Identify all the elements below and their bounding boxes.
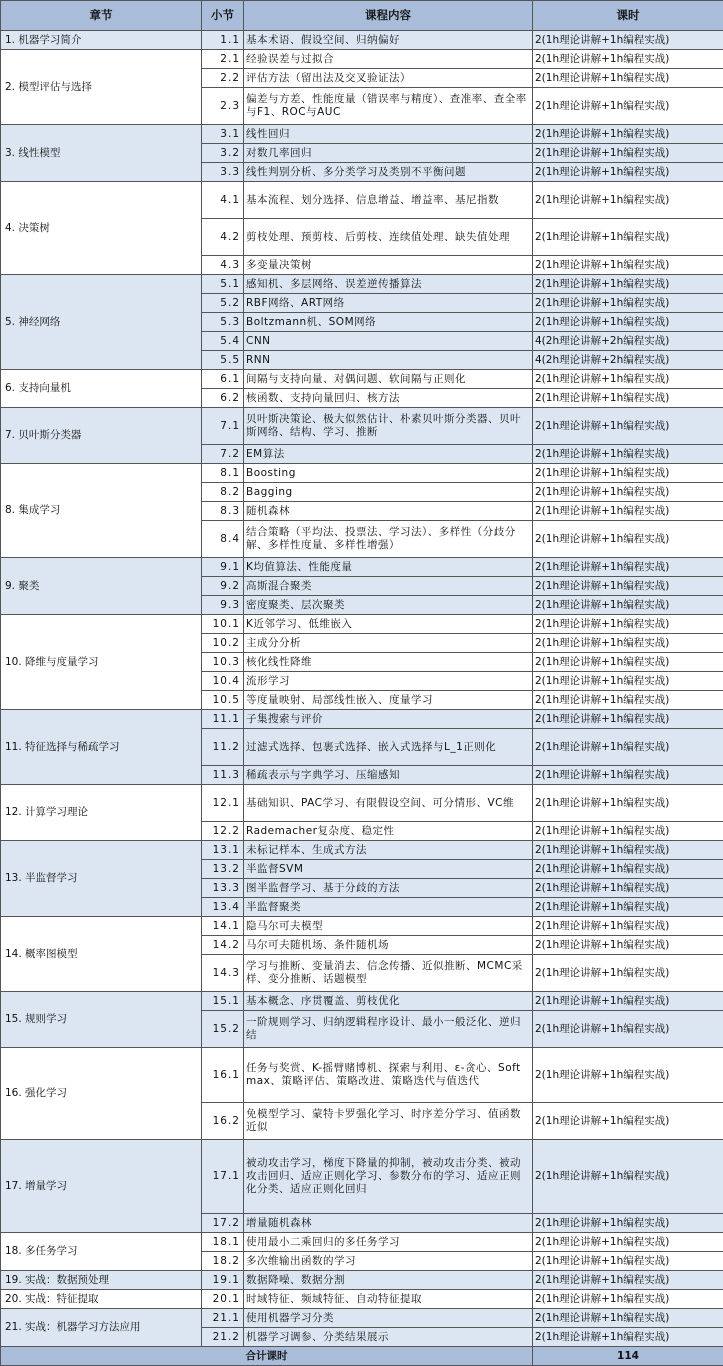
- section-number-cell: 16.1: [202, 1048, 244, 1103]
- content-cell: CNN: [244, 332, 533, 351]
- content-cell: 稀疏表示与字典学习、压缩感知: [244, 766, 533, 785]
- table-row: [1, 275, 723, 294]
- table-row: [1, 50, 723, 69]
- content-cell: 一阶规则学习、归纳逻辑程序设计、最小一般泛化、逆归结: [244, 1011, 533, 1048]
- content-cell: 结合策略（平均法、投票法、学习法）、多样性（分歧分解、多样性度量、多样性增强）: [244, 521, 533, 558]
- hours-cell: 2(1h理论讲解+1h编程实战): [533, 163, 723, 182]
- section-number-cell: 7.2: [202, 445, 244, 464]
- content-cell: 剪枝处理、预剪枝、后剪枝、连续值处理、缺失值处理: [244, 219, 533, 256]
- content-cell: 数据降噪、数据分割: [244, 1271, 533, 1290]
- section-number-cell: 20.1: [202, 1290, 244, 1309]
- content-cell: 间隔与支持向量、对偶问题、软间隔与正则化: [244, 370, 533, 389]
- hours-cell: 2(1h理论讲解+1h编程实战): [533, 634, 723, 653]
- hours-cell: 2(1h理论讲解+1h编程实战): [533, 31, 723, 50]
- hours-cell: 2(1h理论讲解+1h编程实战): [533, 1011, 723, 1048]
- chapter-cell: 8. 集成学习: [1, 464, 202, 558]
- content-cell: 基础知识、PAC学习、有限假设空间、可分情形、VC维: [244, 785, 533, 822]
- hours-cell: 2(1h理论讲解+1h编程实战): [533, 653, 723, 672]
- content-cell: 半监督聚类: [244, 898, 533, 917]
- content-cell: 流形学习: [244, 672, 533, 691]
- hours-cell: 2(1h理论讲解+1h编程实战): [533, 313, 723, 332]
- content-cell: 等度量映射、局部线性嵌入、度量学习: [244, 691, 533, 710]
- hours-cell: 2(1h理论讲解+1h编程实战): [533, 502, 723, 521]
- content-cell: 核化线性降维: [244, 653, 533, 672]
- content-cell: 增量随机森林: [244, 1214, 533, 1233]
- chapter-cell: 17. 增量学习: [1, 1140, 202, 1233]
- table-row: [1, 710, 723, 729]
- hours-cell: 2(1h理论讲解+1h编程实战): [533, 125, 723, 144]
- section-number-cell: 18.1: [202, 1233, 244, 1252]
- content-cell: 基本概念、序贯覆盖、剪枝优化: [244, 992, 533, 1011]
- section-header: 小节: [202, 1, 244, 31]
- chapter-cell: 18. 多任务学习: [1, 1233, 202, 1271]
- section-number-cell: 5.4: [202, 332, 244, 351]
- hours-cell: 2(1h理论讲解+1h编程实战): [533, 445, 723, 464]
- chapter-cell: 6. 支持向量机: [1, 370, 202, 408]
- hours-cell: 2(1h理论讲解+1h编程实战): [533, 256, 723, 275]
- content-cell: 任务与奖赏、K-摇臂赌博机、探索与利用、ε-贪心、Softmax、策略评估、策略改进、策略迭代与值迭代: [244, 1048, 533, 1103]
- section-number-cell: 11.1: [202, 710, 244, 729]
- content-cell: 线性判别分析、多分类学习及类别不平衡问题: [244, 163, 533, 182]
- table-row: [1, 785, 723, 822]
- section-number-cell: 9.1: [202, 558, 244, 577]
- content-cell: 半监督SVM: [244, 860, 533, 879]
- section-number-cell: 5.3: [202, 313, 244, 332]
- section-number-cell: 10.1: [202, 615, 244, 634]
- section-number-cell: 4.1: [202, 182, 244, 219]
- hours-cell: 2(1h理论讲解+1h编程实战): [533, 729, 723, 766]
- content-cell: 免模型学习、蒙特卡罗强化学习、时序差分学习、值函数近似: [244, 1103, 533, 1140]
- hours-cell: 2(1h理论讲解+1h编程实战): [533, 69, 723, 88]
- hours-cell: 2(1h理论讲解+1h编程实战): [533, 1290, 723, 1309]
- chapter-cell: 5. 神经网络: [1, 275, 202, 370]
- section-number-cell: 2.2: [202, 69, 244, 88]
- hours-cell: 2(1h理论讲解+1h编程实战): [533, 182, 723, 219]
- hours-cell: 2(1h理论讲解+1h编程实战): [533, 955, 723, 992]
- hours-cell: 2(1h理论讲解+1h编程实战): [533, 1252, 723, 1271]
- section-number-cell: 10.5: [202, 691, 244, 710]
- section-number-cell: 15.2: [202, 1011, 244, 1048]
- hours-cell: 2(1h理论讲解+1h编程实战): [533, 50, 723, 69]
- section-number-cell: 6.1: [202, 370, 244, 389]
- hours-cell: 2(1h理论讲解+1h编程实战): [533, 710, 723, 729]
- content-cell: 隐马尔可夫模型: [244, 917, 533, 936]
- hours-cell: 2(1h理论讲解+1h编程实战): [533, 785, 723, 822]
- total-value: 114: [533, 1347, 723, 1366]
- section-number-cell: 12.1: [202, 785, 244, 822]
- chapter-cell: 2. 模型评估与选择: [1, 50, 202, 125]
- table-row: [1, 1140, 723, 1214]
- hours-cell: 2(1h理论讲解+1h编程实战): [533, 615, 723, 634]
- hours-cell: 2(1h理论讲解+1h编程实战): [533, 992, 723, 1011]
- content-header: 课程内容: [244, 1, 533, 31]
- table-row: [1, 992, 723, 1011]
- chapter-cell: 1. 机器学习简介: [1, 31, 202, 50]
- section-number-cell: 8.2: [202, 483, 244, 502]
- chapter-cell: 21. 实战：机器学习方法应用: [1, 1309, 202, 1347]
- table-row: [1, 370, 723, 389]
- chapter-cell: 7. 贝叶斯分类器: [1, 408, 202, 464]
- content-cell: 未标记样本、生成式方法: [244, 841, 533, 860]
- table-row: [1, 1233, 723, 1252]
- section-number-cell: 14.1: [202, 917, 244, 936]
- section-number-cell: 19.1: [202, 1271, 244, 1290]
- chapter-header: 章节: [1, 1, 202, 31]
- content-cell: 随机森林: [244, 502, 533, 521]
- section-number-cell: 10.2: [202, 634, 244, 653]
- hours-cell: 4(2h理论讲解+2h编程实战): [533, 351, 723, 370]
- content-cell: 使用最小二乘回归的多任务学习: [244, 1233, 533, 1252]
- hours-cell: 2(1h理论讲解+1h编程实战): [533, 1103, 723, 1140]
- hours-cell: 2(1h理论讲解+1h编程实战): [533, 822, 723, 841]
- total-label: 合计课时: [1, 1347, 533, 1366]
- table-row: [1, 182, 723, 219]
- hours-cell: 2(1h理论讲解+1h编程实战): [533, 370, 723, 389]
- section-number-cell: 5.2: [202, 294, 244, 313]
- section-number-cell: 11.3: [202, 766, 244, 785]
- chapter-cell: 16. 强化学习: [1, 1048, 202, 1140]
- hours-cell: 2(1h理论讲解+1h编程实战): [533, 841, 723, 860]
- chapter-cell: 20. 实战：特征提取: [1, 1290, 202, 1309]
- content-cell: Boltzmann机、SOM网络: [244, 313, 533, 332]
- table-row: [1, 408, 723, 445]
- chapter-cell: 14. 概率图模型: [1, 917, 202, 992]
- section-number-cell: 15.1: [202, 992, 244, 1011]
- section-number-cell: 3.3: [202, 163, 244, 182]
- chapter-cell: 10. 降维与度量学习: [1, 615, 202, 710]
- hours-cell: 2(1h理论讲解+1h编程实战): [533, 1309, 723, 1328]
- section-number-cell: 4.3: [202, 256, 244, 275]
- section-number-cell: 8.1: [202, 464, 244, 483]
- table-row: [1, 464, 723, 483]
- content-cell: 经验误差与过拟合: [244, 50, 533, 69]
- chapter-cell: 9. 聚类: [1, 558, 202, 615]
- section-number-cell: 18.2: [202, 1252, 244, 1271]
- content-cell: 时域特征、频域特征、自动特征提取: [244, 1290, 533, 1309]
- section-number-cell: 2.1: [202, 50, 244, 69]
- section-number-cell: 7.1: [202, 408, 244, 445]
- total-row: [1, 1347, 723, 1366]
- content-cell: 过滤式选择、包裹式选择、嵌入式选择与L_1正则化: [244, 729, 533, 766]
- content-cell: 感知机、多层网络、误差逆传播算法: [244, 275, 533, 294]
- content-cell: 多次维输出函数的学习: [244, 1252, 533, 1271]
- section-number-cell: 5.1: [202, 275, 244, 294]
- content-cell: 高斯混合聚类: [244, 577, 533, 596]
- content-cell: RBF网络、ART网络: [244, 294, 533, 313]
- section-number-cell: 16.2: [202, 1103, 244, 1140]
- hours-header: 课时: [533, 1, 723, 31]
- content-cell: K近邻学习、低维嵌入: [244, 615, 533, 634]
- hours-cell: 2(1h理论讲解+1h编程实战): [533, 1271, 723, 1290]
- hours-cell: 2(1h理论讲解+1h编程实战): [533, 1233, 723, 1252]
- content-cell: 贝叶斯决策论、极大似然估计、朴素贝叶斯分类器、贝叶斯网络、结构、学习、推断: [244, 408, 533, 445]
- hours-cell: 2(1h理论讲解+1h编程实战): [533, 483, 723, 502]
- section-number-cell: 3.1: [202, 125, 244, 144]
- section-number-cell: 21.1: [202, 1309, 244, 1328]
- hours-cell: 2(1h理论讲解+1h编程实战): [533, 1140, 723, 1214]
- hours-cell: 2(1h理论讲解+1h编程实战): [533, 879, 723, 898]
- hours-cell: 2(1h理论讲解+1h编程实战): [533, 577, 723, 596]
- hours-cell: 2(1h理论讲解+1h编程实战): [533, 219, 723, 256]
- section-number-cell: 8.4: [202, 521, 244, 558]
- section-number-cell: 13.2: [202, 860, 244, 879]
- content-cell: 基本术语、假设空间、归纳偏好: [244, 31, 533, 50]
- chapter-cell: 15. 规则学习: [1, 992, 202, 1048]
- content-cell: 密度聚类、层次聚类: [244, 596, 533, 615]
- section-number-cell: 1.1: [202, 31, 244, 50]
- chapter-cell: 3. 线性模型: [1, 125, 202, 182]
- table-row: [1, 1048, 723, 1103]
- content-cell: 对数几率回归: [244, 144, 533, 163]
- content-cell: Bagging: [244, 483, 533, 502]
- table-row: [1, 615, 723, 634]
- header-row: [1, 1, 723, 31]
- hours-cell: 2(1h理论讲解+1h编程实战): [533, 1328, 723, 1347]
- section-number-cell: 14.3: [202, 955, 244, 992]
- table-row: [1, 1271, 723, 1290]
- content-cell: K均值算法、性能度量: [244, 558, 533, 577]
- section-number-cell: 13.4: [202, 898, 244, 917]
- hours-cell: 2(1h理论讲解+1h编程实战): [533, 917, 723, 936]
- chapter-cell: 12. 计算学习理论: [1, 785, 202, 841]
- content-cell: 基本流程、划分选择、信息增益、增益率、基尼指数: [244, 182, 533, 219]
- hours-cell: 2(1h理论讲解+1h编程实战): [533, 596, 723, 615]
- section-number-cell: 5.5: [202, 351, 244, 370]
- section-number-cell: 3.2: [202, 144, 244, 163]
- content-cell: 偏差与方差、性能度量（错误率与精度）、查准率、查全率与F1、ROC与AUC: [244, 88, 533, 125]
- section-number-cell: 4.2: [202, 219, 244, 256]
- section-number-cell: 2.3: [202, 88, 244, 125]
- hours-cell: 2(1h理论讲解+1h编程实战): [533, 672, 723, 691]
- content-cell: 学习与推断、变量消去、信念传播、近似推断、MCMC采样、变分推断、话题模型: [244, 955, 533, 992]
- hours-cell: 2(1h理论讲解+1h编程实战): [533, 1048, 723, 1103]
- course-body: [1, 31, 723, 1347]
- content-cell: 马尔可夫随机场、条件随机场: [244, 936, 533, 955]
- content-cell: 线性回归: [244, 125, 533, 144]
- content-cell: 子集搜索与评价: [244, 710, 533, 729]
- content-cell: 核函数、支持向量回归、核方法: [244, 389, 533, 408]
- section-number-cell: 12.2: [202, 822, 244, 841]
- hours-cell: 2(1h理论讲解+1h编程实战): [533, 691, 723, 710]
- section-number-cell: 13.3: [202, 879, 244, 898]
- table-row: [1, 125, 723, 144]
- section-number-cell: 10.3: [202, 653, 244, 672]
- content-cell: 图半监督学习、基于分歧的方法: [244, 879, 533, 898]
- chapter-cell: 11. 特征选择与稀疏学习: [1, 710, 202, 785]
- content-cell: EM算法: [244, 445, 533, 464]
- hours-cell: 2(1h理论讲解+1h编程实战): [533, 521, 723, 558]
- hours-cell: 2(1h理论讲解+1h编程实战): [533, 389, 723, 408]
- table-row: [1, 31, 723, 50]
- hours-cell: 2(1h理论讲解+1h编程实战): [533, 558, 723, 577]
- hours-cell: 4(2h理论讲解+2h编程实战): [533, 332, 723, 351]
- content-cell: Boosting: [244, 464, 533, 483]
- hours-cell: 2(1h理论讲解+1h编程实战): [533, 860, 723, 879]
- section-number-cell: 11.2: [202, 729, 244, 766]
- content-cell: 使用机器学习分类: [244, 1309, 533, 1328]
- section-number-cell: 10.4: [202, 672, 244, 691]
- chapter-cell: 13. 半监督学习: [1, 841, 202, 917]
- hours-cell: 2(1h理论讲解+1h编程实战): [533, 144, 723, 163]
- hours-cell: 2(1h理论讲解+1h编程实战): [533, 88, 723, 125]
- content-cell: 多变量决策树: [244, 256, 533, 275]
- section-number-cell: 14.2: [202, 936, 244, 955]
- hours-cell: 2(1h理论讲解+1h编程实战): [533, 294, 723, 313]
- hours-cell: 2(1h理论讲解+1h编程实战): [533, 1214, 723, 1233]
- chapter-cell: 4. 决策树: [1, 182, 202, 275]
- hours-cell: 2(1h理论讲解+1h编程实战): [533, 275, 723, 294]
- content-cell: 主成分分析: [244, 634, 533, 653]
- section-number-cell: 9.2: [202, 577, 244, 596]
- table-row: [1, 558, 723, 577]
- table-row: [1, 1309, 723, 1328]
- table-row: [1, 917, 723, 936]
- hours-cell: 2(1h理论讲解+1h编程实战): [533, 936, 723, 955]
- content-cell: RNN: [244, 351, 533, 370]
- section-number-cell: 13.1: [202, 841, 244, 860]
- content-cell: 评估方法（留出法及交叉验证法）: [244, 69, 533, 88]
- section-number-cell: 21.2: [202, 1328, 244, 1347]
- section-number-cell: 8.3: [202, 502, 244, 521]
- content-cell: 被动攻击学习，梯度下降量的抑制，被动攻击分类、被动攻击回归、适应正则化学习、参数分布的学习、适应正则化分类、适应正则化回归: [244, 1140, 533, 1214]
- content-cell: Rademacher复杂度、稳定性: [244, 822, 533, 841]
- hours-cell: 2(1h理论讲解+1h编程实战): [533, 464, 723, 483]
- hours-cell: 2(1h理论讲解+1h编程实战): [533, 766, 723, 785]
- section-number-cell: 17.2: [202, 1214, 244, 1233]
- hours-cell: 2(1h理论讲解+1h编程实战): [533, 898, 723, 917]
- section-number-cell: 9.3: [202, 596, 244, 615]
- section-number-cell: 17.1: [202, 1140, 244, 1214]
- section-number-cell: 6.2: [202, 389, 244, 408]
- chapter-cell: 19. 实战：数据预处理: [1, 1271, 202, 1290]
- table-row: [1, 1290, 723, 1309]
- content-cell: 机器学习调参、分类结果展示: [244, 1328, 533, 1347]
- table-row: [1, 841, 723, 860]
- hours-cell: 2(1h理论讲解+1h编程实战): [533, 408, 723, 445]
